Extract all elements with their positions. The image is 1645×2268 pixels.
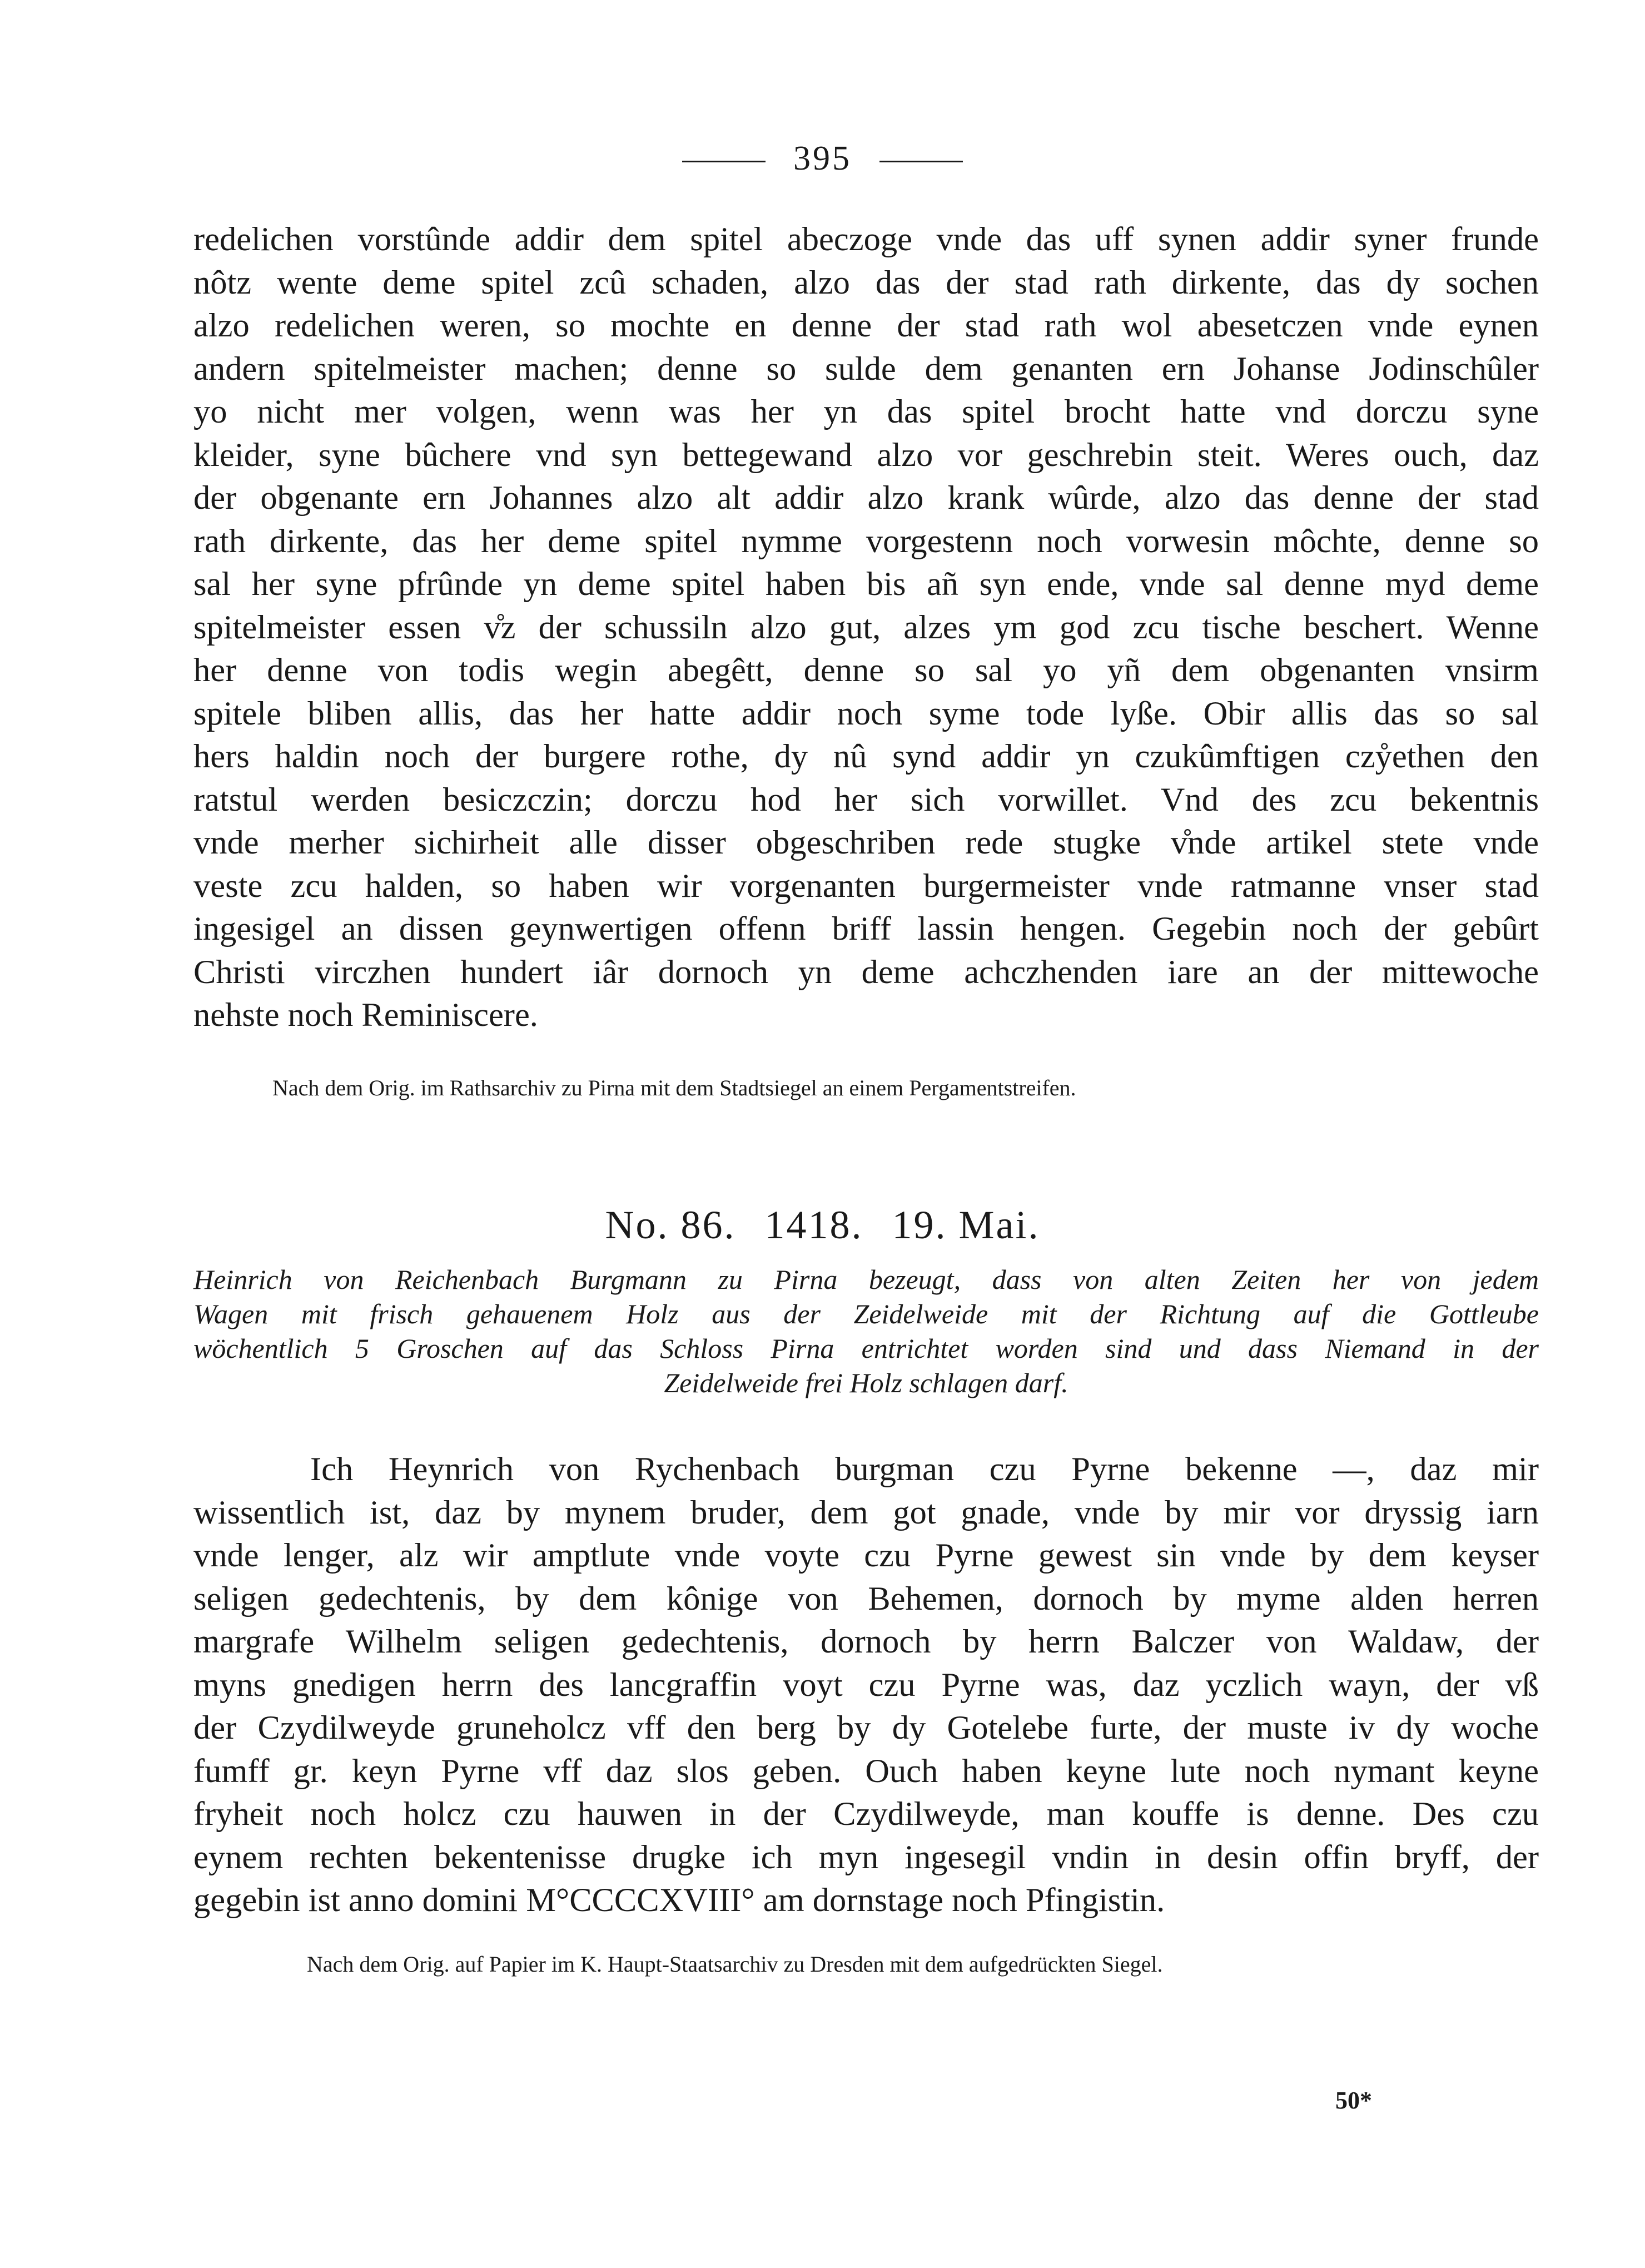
page-number-header xyxy=(0,139,1645,178)
text-line: spitele bliben allis, das her hatte addir noch syme tode lyße. Obir allis das so sal xyxy=(193,694,1539,732)
source-note-2: Nach dem Orig. auf Papier im K. Haupt-Staatsarchiv zu Dresden mit dem aufgedrückten Siegel. xyxy=(307,1952,1163,1977)
document-summary xyxy=(193,1262,1539,1400)
charter-text-continued xyxy=(193,218,1539,1037)
text-line: fumff gr. keyn Pyrne vff daz slos geben. Ouch haben keyne lute noch nymant keyne xyxy=(193,1752,1539,1790)
text-line: gegebin ist anno domini M°CCCCXVIII° am dornstage noch Pfingistin. xyxy=(193,1882,1165,1919)
text-line: wissentlich ist, daz by mynem bruder, dem got gnade, vnde by mir vor dryssig iarn xyxy=(193,1493,1539,1531)
text-line: myns gnedigen herrn des lancgraffin voyt czu Pyrne was, daz yczlich wayn, der vß xyxy=(193,1666,1539,1704)
text-line: Christi virczhen hundert iâr dornoch yn deme achczhenden iare an der mittewoche xyxy=(193,953,1539,991)
text-line: margrafe Wilhelm seligen gedechtenis, dornoch by herrn Balczer von Waldaw, der xyxy=(193,1623,1539,1660)
summary-line: Heinrich von Reichenbach Burgmann zu Pirna bezeugt, dass von alten Zeiten her von jedem xyxy=(193,1264,1539,1295)
text-line: her denne von todis wegin abegêtt, denne so sal yo yñ dem obgenanten vnsirm xyxy=(193,652,1539,689)
document-heading xyxy=(0,1202,1645,1248)
text-line: vnde merher sichirheit alle disser obgeschriben rede stugke v̊nde artikel stete vnde xyxy=(193,824,1539,861)
text-line: ingesigel an dissen geynwertigen offenn briff lassin hengen. Gegebin noch der gebûrt xyxy=(193,910,1539,947)
text-line: eynem rechten bekentenisse drugke ich myn ingesegil vndin in desin offin bryff, der xyxy=(193,1838,1539,1876)
page-number: 395 xyxy=(793,140,852,177)
text-line: nôtz wente deme spitel zcû schaden, alzo das der stad rath dirkente, das dy sochen xyxy=(193,264,1539,301)
text-line: der Czydilweyde gruneholcz vff den berg by dy Gotelebe furte, der muste iv dy woche xyxy=(193,1709,1539,1746)
text-line: ratstul werden besiczczin; dorczu hod her sich vorwillet. Vnd des zcu bekentnis xyxy=(193,781,1539,818)
text-line: sal her syne pfrûnde yn deme spitel haben bis añ syn ende, vnde sal denne myd deme xyxy=(193,565,1539,603)
text-line: hers haldin noch der burgere rothe, dy nû synd addir yn czukûmftigen czẙethen den xyxy=(193,738,1539,775)
document-year: 1418. xyxy=(764,1203,863,1247)
text-line: redelichen vorstûnde addir dem spitel abeczoge vnde das uff synen addir syner frunde xyxy=(193,221,1539,258)
summary-line: Wagen mit frisch gehauenem Holz aus der Zeidelweide mit der Richtung auf die Gottleube xyxy=(193,1298,1539,1329)
document-date: 19. Mai. xyxy=(892,1203,1040,1247)
text-line: vnde lenger, alz wir amptlute vnde voyte czu Pyrne gewest sin vnde by dem keyser xyxy=(193,1537,1539,1574)
header-dash-left xyxy=(682,161,766,162)
summary-line: Zeidelweide frei Holz schlagen darf. xyxy=(664,1367,1068,1398)
folio-mark: 50* xyxy=(1335,2087,1372,2114)
text-line: Ich Heynrich von Rychenbach burgman czu Pyrne bekenne —, daz mir xyxy=(310,1451,1539,1488)
text-line: nehste noch Reminiscere. xyxy=(193,996,538,1034)
charter-text xyxy=(193,1448,1539,1922)
text-line: kleider, syne bûchere vnd syn bettegewand alzo vor geschrebin steit. Weres ouch, daz xyxy=(193,436,1539,474)
text-line: spitelmeister essen v̊z der schussiln alzo gut, alzes ym god zcu tische beschert. Wenne xyxy=(193,608,1539,646)
text-line: veste zcu halden, so haben wir vorgenanten burgermeister vnde ratmanne vnser stad xyxy=(193,867,1539,905)
header-dash-right xyxy=(879,161,963,162)
text-line: seligen gedechtenis, by dem kônige von Behemen, dornoch by myme alden herren xyxy=(193,1580,1539,1617)
text-line: der obgenante ern Johannes alzo alt addir alzo krank wûrde, alzo das denne der stad xyxy=(193,479,1539,517)
text-line: fryheit noch holcz czu hauwen in der Czydilweyde, man kouffe is denne. Des czu xyxy=(193,1795,1539,1833)
text-line: alzo redelichen weren, so mochte en denne der stad rath wol abesetczen vnde eynen xyxy=(193,307,1539,344)
text-line: rath dirkente, das her deme spitel nymme vorgestenn noch vorwesin môchte, denne so xyxy=(193,522,1539,560)
text-line: yo nicht mer volgen, wenn was her yn das spitel brocht hatte vnd dorczu syne xyxy=(193,393,1539,430)
text-line: andern spitelmeister machen; denne so sulde dem genanten ern Johanse Jodinschûler xyxy=(193,350,1539,388)
document-number: No. 86. xyxy=(605,1203,736,1247)
source-note-1: Nach dem Orig. im Rathsarchiv zu Pirna mit dem Stadtsiegel an einem Pergamentstreifen. xyxy=(272,1075,1076,1100)
summary-line: wöchentlich 5 Groschen auf das Schloss Pirna entrichtet worden sind und dass Niemand in der xyxy=(193,1333,1539,1364)
